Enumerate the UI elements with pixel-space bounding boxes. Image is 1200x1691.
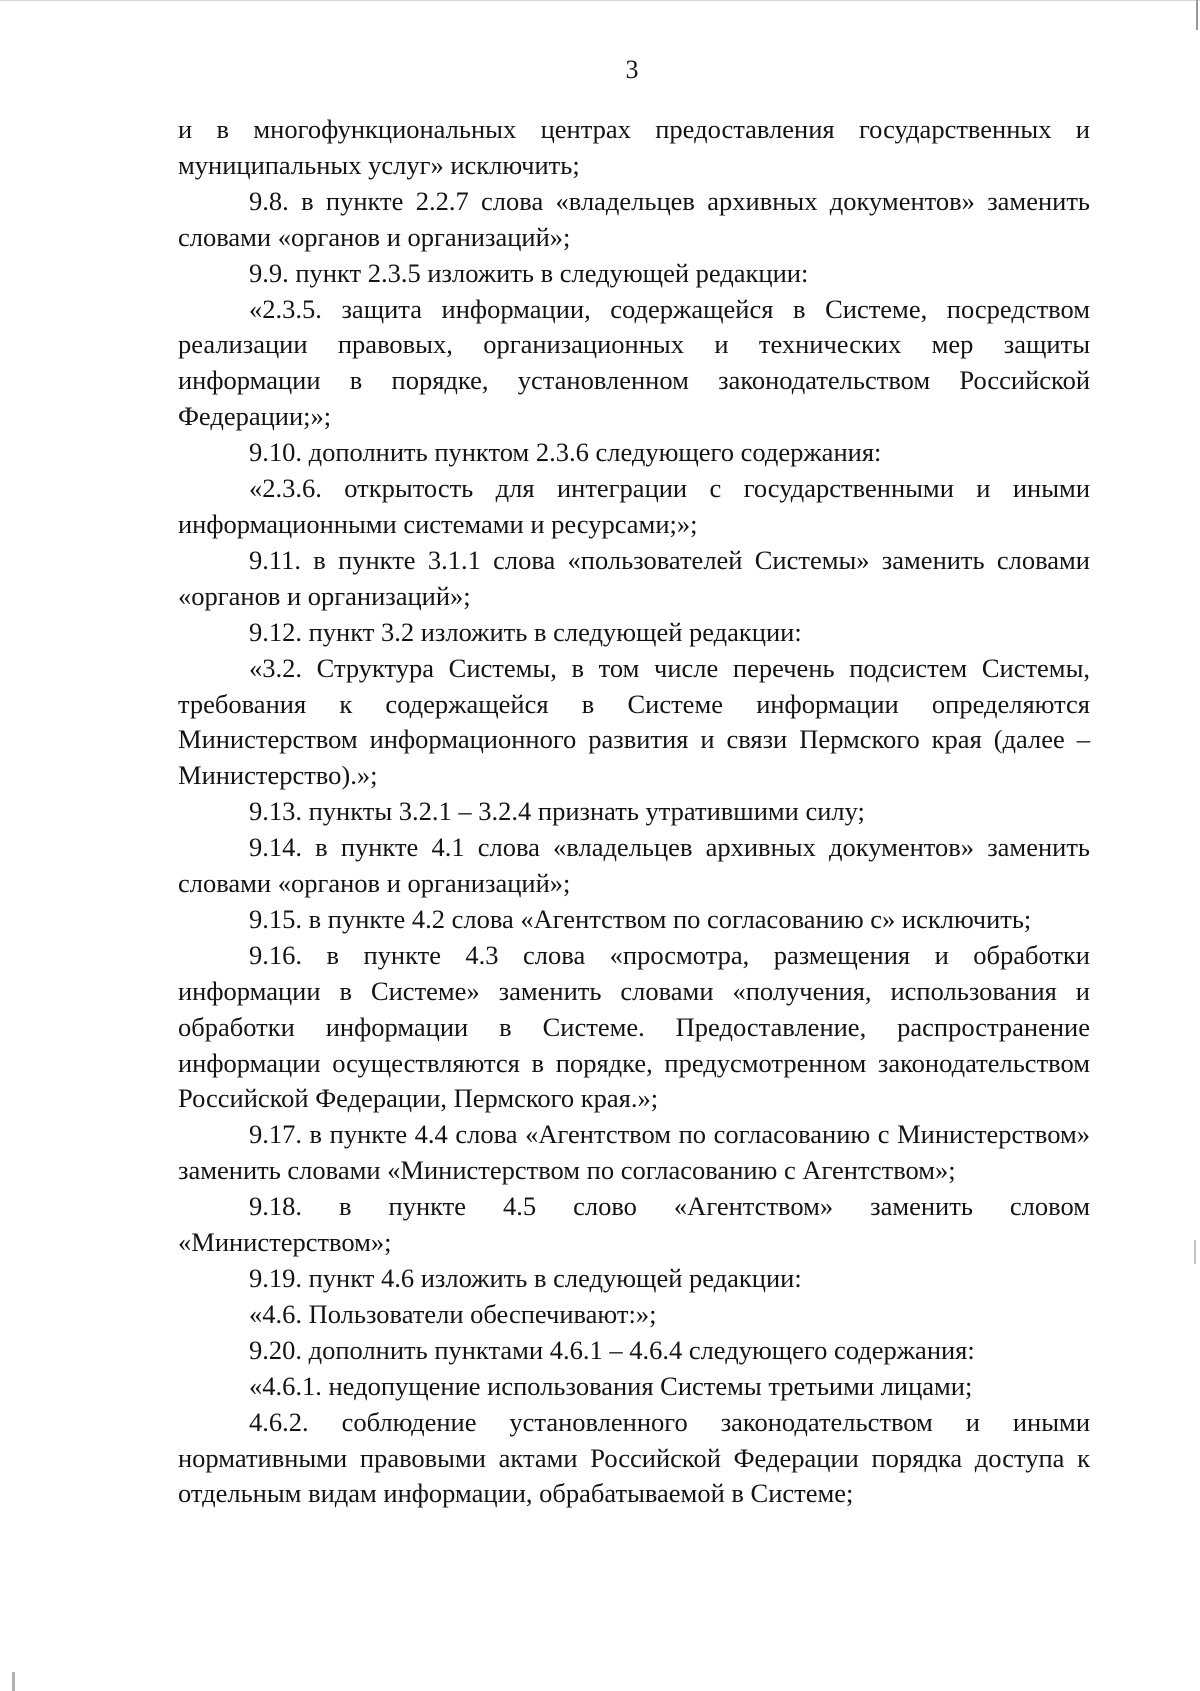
- page-number: 3: [625, 55, 639, 84]
- scan-edge-mark: [12, 1672, 15, 1691]
- paragraph-9-15: 9.15. в пункте 4.2 слова «Агентством по согласованию с» исключить;: [249, 903, 1032, 934]
- paragraph-9-13: 9.13. пункты 3.2.1 – 3.2.4 признать утратившими силу;: [249, 796, 865, 827]
- scan-edge-mark: [1194, 1240, 1196, 1264]
- paragraph-9-18: 9.18. в пункте 4.5 слово «Агентством» заменить словом «Министерством»;: [178, 1191, 1090, 1258]
- paragraph-4-6-1-quote: «4.6.1. недопущение использования Системы третьими лицами;: [249, 1370, 973, 1401]
- paragraph-9-9: 9.9. пункт 2.3.5 изложить в следующей редакции:: [249, 257, 809, 288]
- paragraph-4-6-2: 4.6.2. соблюдение установленного законодательством и иными нормативными правовыми актами Российской Федерации порядка доступа к отдельным видам информации, обрабатываемой в Системе;: [178, 1406, 1090, 1509]
- paragraph-2-3-5-quote: «2.3.5. защита информации, содержащейся в Системе, посредством реализации правовых, организационных и технических мер защиты информации в порядке, установленном законодательством Российской Федерации;»;: [178, 293, 1090, 432]
- paragraph-9-10: 9.10. дополнить пунктом 2.3.6 следующего содержания:: [249, 437, 882, 468]
- paragraph-9-19: 9.19. пункт 4.6 изложить в следующей редакции:: [249, 1263, 802, 1293]
- paragraph-9-8: 9.8. в пункте 2.2.7 слова «владельцев архивных документов» заменить словами «органов и организаций»;: [178, 185, 1090, 252]
- paragraph-2-3-6-quote: «2.3.6. открытость для интеграции с государственными и иными информационными системами и ресурсами;»;: [178, 473, 1090, 539]
- paragraph-9-17: 9.17. в пункте 4.4 слова «Агентством по согласованию с Министерством» заменить словами «Министерством по согласованию с Агентством»;: [178, 1119, 1090, 1186]
- paragraph-3-2-quote: «3.2. Структура Системы, в том числе перечень подсистем Системы, требования к содержащейся в Системе информации определяются Министерством информационного развития и связи Пермского края (далее – Министерство).»;: [178, 652, 1090, 791]
- paragraph-9-12: 9.12. пункт 3.2 изложить в следующей редакции:: [249, 616, 802, 647]
- paragraph-4-6-quote: «4.6. Пользователи обеспечивают:»;: [249, 1298, 657, 1329]
- scan-edge-mark: [0, 0, 1200, 1]
- document-body: [178, 112, 1090, 1512]
- paragraph-9-16: 9.16. в пункте 4.3 слова «просмотра, размещения и обработки информации в Системе» заменить словами «получения, использования и обработки информации в Системе. Предоставление, распространение информации осуществляются в порядке, предусмотренном законодательством Российской Федерации, Пермского края.»;: [178, 939, 1090, 1114]
- paragraph-continuation: и в многофункциональных центрах предоставления государственных и муниципальных услуг» исключить;: [178, 114, 1090, 180]
- paragraph-9-14: 9.14. в пункте 4.1 слова «владельцев архивных документов» заменить словами «органов и организаций»;: [178, 832, 1090, 899]
- paragraph-9-20: 9.20. дополнить пунктами 4.6.1 – 4.6.4 следующего содержания:: [249, 1334, 975, 1365]
- paragraph-9-11: 9.11. в пункте 3.1.1 слова «пользователей Системы» заменить словами «органов и организаций»;: [178, 544, 1090, 611]
- scan-edge-mark: [1196, 0, 1198, 30]
